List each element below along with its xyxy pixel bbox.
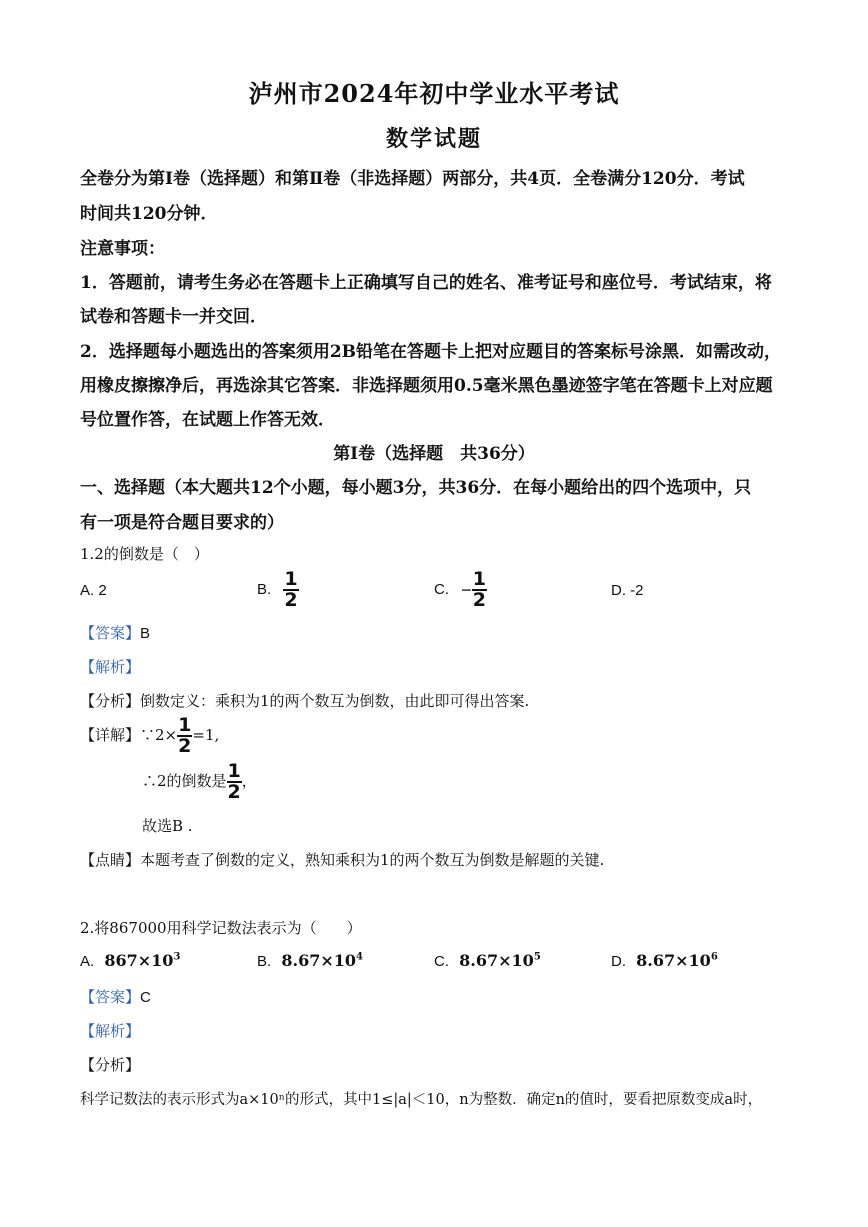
q1-therefore bbox=[142, 762, 257, 802]
q2-option-c-label: C. bbox=[434, 953, 449, 970]
notice-2-line-1: 2．选择题每小题选出的答案须用2B铅笔在答题卡上把对应题目的答案标号涂黑．如需改动， bbox=[80, 342, 782, 362]
q2-option-c-value bbox=[459, 951, 541, 970]
fraction-denominator: 2 bbox=[472, 589, 486, 611]
q1-option-d: D. -2 bbox=[611, 582, 644, 599]
fraction-denominator: 2 bbox=[284, 589, 298, 611]
q1-answer bbox=[80, 622, 150, 643]
exam-title: 泸州市2024年初中学业水平考试 bbox=[248, 79, 620, 108]
minus-sign: − bbox=[461, 579, 472, 600]
fraction-numerator: 1 bbox=[227, 760, 241, 782]
q1-choose: 故选B . bbox=[142, 817, 193, 835]
q1-option-c-fraction bbox=[472, 570, 487, 610]
intro-line-2: 时间共120分钟． bbox=[80, 204, 218, 224]
therefore-post: ， bbox=[241, 772, 257, 790]
sci-exponent: 4 bbox=[356, 951, 363, 963]
sci-base: 867×10 bbox=[104, 951, 174, 970]
fraction-denominator: 2 bbox=[178, 735, 192, 757]
therefore-pre: ∴2的倒数是 bbox=[142, 772, 227, 790]
fraction-numerator: 1 bbox=[284, 568, 298, 590]
sci-base: 8.67×10 bbox=[459, 951, 534, 970]
answer-tag: 【答案】 bbox=[80, 624, 141, 642]
detail-pre: ∵2× bbox=[140, 726, 178, 744]
q1-detail bbox=[80, 716, 219, 756]
fraction-numerator: 1 bbox=[178, 714, 192, 736]
q2-answer bbox=[80, 986, 151, 1007]
q1-option-b-label: B. bbox=[257, 580, 272, 598]
q2-option-a-value bbox=[104, 951, 180, 970]
sci-exponent: 6 bbox=[710, 951, 718, 963]
q1-fenxi bbox=[80, 690, 529, 711]
detail-fraction bbox=[177, 716, 192, 756]
q2-option-d-label: D. bbox=[611, 953, 626, 970]
q2-option-a-label: A. bbox=[80, 953, 95, 970]
q2-option-b-value bbox=[281, 951, 363, 970]
comment-tag: 【点睛】 bbox=[80, 851, 141, 869]
q2-option-b bbox=[257, 951, 363, 970]
q2-stem: 2.将867000用科学记数法表示为（ ） bbox=[80, 919, 362, 937]
section-title: 第Ⅰ卷（选择题 共36分） bbox=[333, 444, 535, 464]
q2-option-b-label: B. bbox=[257, 953, 272, 970]
answer-tag: 【答案】 bbox=[80, 988, 141, 1006]
q1-stem: 1.2的倒数是（ ） bbox=[80, 545, 209, 563]
notice-2-line-2: 用橡皮擦擦净后，再选涂其它答案．非选择题须用0.5毫米黑色墨迹签字笔在答题卡上对应题 bbox=[80, 376, 773, 396]
exam-subtitle: 数学试题 bbox=[385, 126, 482, 152]
intro-line-1: 全卷分为第Ⅰ卷（选择题）和第Ⅱ卷（非选择题）两部分，共4页．全卷满分120分．考试 bbox=[80, 169, 745, 189]
q2-option-d bbox=[611, 951, 718, 970]
sci-exponent: 5 bbox=[533, 951, 541, 963]
q1-option-c bbox=[434, 570, 487, 610]
q1-option-a: A. 2 bbox=[80, 582, 107, 599]
notice-heading: 注意事项： bbox=[80, 239, 165, 259]
detail-tag: 【详解】 bbox=[80, 726, 141, 744]
q1-option-b-fraction bbox=[283, 570, 298, 610]
fenxi-text: 倒数定义：乘积为1的两个数互为倒数，由此即可得出答案. bbox=[140, 692, 530, 710]
q2-fenxi-tag: 【分析】 bbox=[80, 1056, 141, 1074]
part-heading-line-2: 有一项是符合题目要求的） bbox=[80, 513, 284, 533]
q2-option-d-value bbox=[636, 951, 718, 970]
q1-option-c-label: C. bbox=[434, 580, 449, 598]
fraction-denominator: 2 bbox=[227, 781, 241, 803]
q1-comment bbox=[80, 849, 604, 870]
q1-option-b bbox=[257, 570, 299, 610]
q2-fenxi-text: 科学记数法的表示形式为a×10ⁿ的形式，其中1≤|a|＜10，n为整数．确定n的值时，要看把原数变成a时， bbox=[80, 1092, 763, 1108]
therefore-fraction bbox=[227, 762, 242, 802]
comment-text: 本题考查了倒数的定义，熟知乘积为1的两个数互为倒数是解题的关键. bbox=[140, 851, 605, 869]
q2-option-a bbox=[80, 951, 180, 970]
fraction-numerator: 1 bbox=[472, 568, 486, 590]
sci-base: 8.67×10 bbox=[281, 951, 356, 970]
part-heading-line-1: 一、选择题（本大题共12个小题，每小题3分，共36分．在每小题给出的四个选项中，只 bbox=[80, 478, 752, 498]
notice-2-line-3: 号位置作答，在试题上作答无效． bbox=[80, 410, 335, 430]
sci-base: 8.67×10 bbox=[636, 951, 711, 970]
fenxi-tag: 【分析】 bbox=[80, 692, 141, 710]
q2-analysis-tag: 【解析】 bbox=[80, 1022, 141, 1040]
sci-exponent: 3 bbox=[173, 951, 181, 963]
answer-value: B bbox=[140, 625, 151, 642]
notice-1-line-1: 1．答题前，请考生务必在答题卡上正确填写自己的姓名、准考证号和座位号．考试结束，将 bbox=[80, 273, 772, 293]
q2-option-c bbox=[434, 951, 541, 970]
answer-value: C bbox=[140, 989, 151, 1006]
notice-1-line-2: 试卷和答题卡一并交回． bbox=[80, 307, 267, 327]
q1-analysis-tag: 【解析】 bbox=[80, 658, 141, 676]
detail-post: =1, bbox=[192, 726, 220, 744]
